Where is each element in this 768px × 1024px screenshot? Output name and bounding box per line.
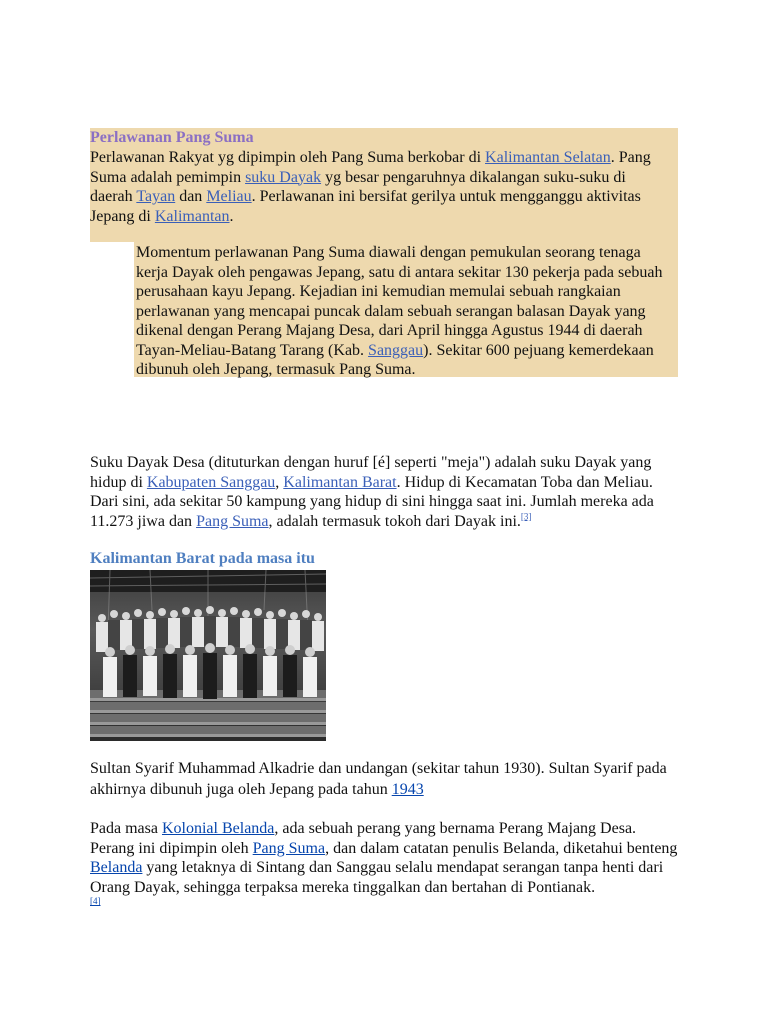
link-sanggau[interactable]: Sanggau bbox=[368, 341, 424, 359]
link-1943[interactable]: 1943 bbox=[391, 781, 424, 798]
pang-suma-blockquote bbox=[136, 243, 676, 380]
text: yang letaknya di Sintang dan Sanggau selalu mendapat serangan tanpa henti dari Orang Dayak, sehingga terpaksa mereka tinggalkan dan bertahan di Pontianak. bbox=[90, 859, 664, 896]
section-title-pang-suma: Perlawanan Pang Suma bbox=[90, 129, 254, 146]
link-kalimantan-barat[interactable]: Kalimantan Barat bbox=[283, 473, 397, 491]
link-pang-suma-2[interactable]: Pang Suma bbox=[252, 839, 326, 857]
text: Pada masa bbox=[90, 820, 162, 837]
text: , ada sebuah perang yang bernama Perang Majang Desa. Perang ini dipimpin oleh bbox=[90, 820, 637, 857]
reference-4-link[interactable]: [4] bbox=[90, 896, 101, 906]
link-belanda[interactable]: Belanda bbox=[90, 859, 143, 876]
link-meliau[interactable]: Meliau bbox=[206, 188, 252, 205]
reference-3-link[interactable]: [3] bbox=[520, 511, 532, 522]
text: . Pang Suma adalah pemimpin bbox=[90, 149, 651, 186]
text: . Perlawanan ini bersifat gerilya untuk mengganggu aktivitas Jepang di bbox=[90, 188, 641, 225]
text: , adalah termasuk tokoh dari Dayak ini. bbox=[268, 512, 521, 530]
link-suku-dayak[interactable]: suku Dayak bbox=[245, 168, 322, 186]
text: Suku Dayak Desa (dituturkan dengan huruf [é] seperti "meja") adalah suku Dayak yang hidup di bbox=[90, 454, 652, 491]
suku-dayak-desa-paragraph bbox=[90, 453, 680, 531]
link-kalimantan-selatan[interactable]: Kalimantan Selatan bbox=[485, 149, 611, 166]
link-tayan[interactable]: Tayan bbox=[136, 188, 176, 205]
text: ). Sekitar 600 pejuang kemerdekaan dibunuh oleh Jepang, termasuk Pang Suma. bbox=[136, 341, 654, 378]
photo-caption bbox=[90, 758, 680, 800]
link-kalimantan[interactable]: Kalimantan bbox=[154, 207, 230, 225]
quote-indent-gap bbox=[90, 242, 134, 377]
link-kolonial-belanda[interactable]: Kolonial Belanda bbox=[161, 820, 275, 837]
pang-suma-intro-paragraph bbox=[90, 148, 670, 226]
section-title-kalimantan-barat: Kalimantan Barat pada masa itu bbox=[90, 550, 315, 567]
link-pang-suma[interactable]: Pang Suma bbox=[196, 512, 269, 530]
text: . Hidup di Kecamatan Toba dan Meliau. Dari sini, ada sekitar 50 kampung yang hidup di sini hingga saat ini. Jumlah mereka ada 11.273 jiwa dan bbox=[90, 473, 654, 530]
link-kabupaten-sanggau[interactable]: Kabupaten Sanggau bbox=[146, 473, 276, 491]
group-photo-illustration bbox=[90, 570, 326, 741]
text: yg besar pengaruhnya dikalangan suku-suku di daerah bbox=[90, 168, 626, 205]
text: , dan dalam catatan penulis Belanda, diketahui benteng bbox=[325, 839, 678, 857]
text: Sultan Syarif Muhammad Alkadrie dan undangan (sekitar tahun 1930). Sultan Syarif pada akhirnya dibunuh juga oleh Jepang pada tahun bbox=[90, 760, 667, 798]
text: Perlawanan Rakyat yg dipimpin oleh Pang Suma berkobar di bbox=[90, 149, 486, 166]
text: , bbox=[275, 473, 284, 491]
perang-majang-desa-paragraph bbox=[90, 819, 680, 897]
text: . bbox=[229, 207, 234, 225]
text: dan bbox=[175, 188, 207, 205]
reference-4 bbox=[90, 896, 101, 906]
text: Momentum perlawanan Pang Suma diawali dengan pemukulan seorang tenaga kerja Dayak oleh pengawas Jepang, satu di antara sekitar 130 pekerja pada sebuah perusahaan kayu Jepang. Kejadian ini kemudian memulai sebuah rangkaian perlawanan yang mencapai puncak dalam sebuah serangan balasan Dayak yang dikenal dengan Perang Majang Desa, dari April hingga Agustus 1944 di daerah Tayan-Meliau-Batang Tarang (Kab. bbox=[136, 244, 663, 359]
historical-group-photo bbox=[90, 570, 326, 741]
